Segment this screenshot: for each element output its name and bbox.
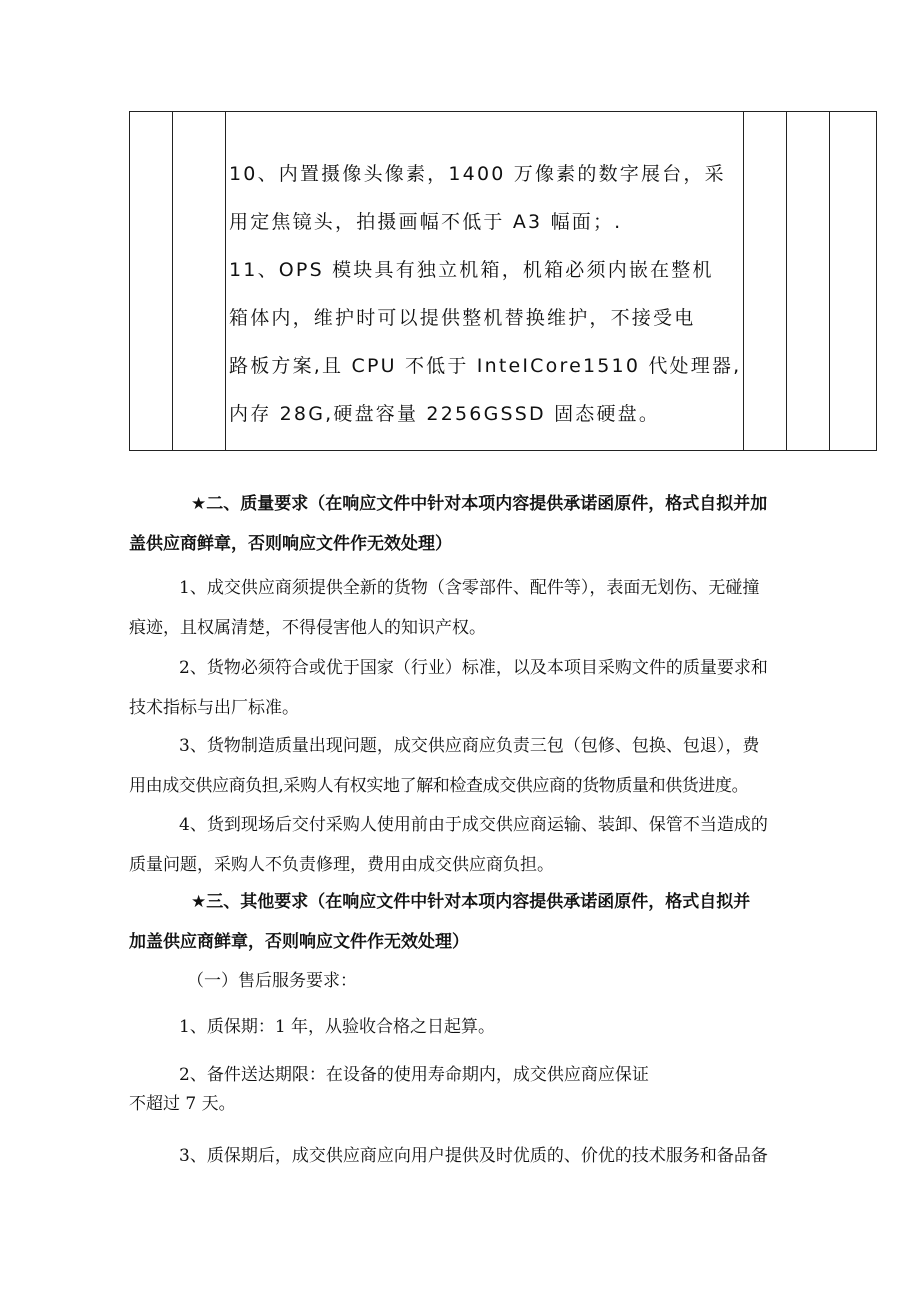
- spec-line: 10、内置摄像头像素，1400 万像素的数字展台，采: [229, 163, 726, 185]
- para-line: 技术指标与出厂标准。: [129, 698, 299, 718]
- heading-line: ★三、其他要求（在响应文件中针对本项内容提供承诺函原件，格式自拟并: [191, 892, 751, 912]
- spec-line: 箱体内，维护时可以提供整机替换维护，不接受电: [229, 307, 696, 329]
- service-item-3: [129, 1136, 870, 1176]
- para-line: 2、备件送达期限：在设备的使用寿命期内，成交供应商应保证: [179, 1065, 649, 1085]
- spec-line: 11、OPS 模块具有独立机箱，机箱必须内嵌在整机: [229, 259, 714, 281]
- table-cell-note: [830, 112, 877, 451]
- after-sales-subheading: [129, 961, 870, 1001]
- para-line: 3、货物制造质量出现问题，成交供应商应负责三包（包修、包换、包退），费: [179, 736, 760, 756]
- para-line: 2、货物必须符合或优于国家（行业）标准，以及本项目采购文件的质量要求和: [179, 658, 768, 678]
- table-cell-qty: [787, 112, 830, 451]
- spec-line: 路板方案,且 CPU 不低于 InteICore1510 代处理器,: [229, 355, 742, 377]
- quality-item-1: [129, 568, 870, 648]
- para-line: 质量问题，采购人不负责修理，费用由成交供应商负担。: [129, 855, 554, 875]
- table-cell-index: [130, 112, 173, 451]
- para-line: 痕迹，且权属清楚，不得侵害他人的知识产权。: [129, 618, 486, 638]
- quality-item-3: [129, 726, 870, 806]
- table-row: [130, 112, 877, 451]
- spec-line: 内存 28G,硬盘容量 2256GSSD 固态硬盘。: [229, 403, 661, 425]
- subheading-line: （一）售后服务要求：: [187, 971, 357, 991]
- service-item-2: [129, 1055, 870, 1124]
- heading-line: 盖供应商鲜章，否则响应文件作无效处理）: [129, 534, 452, 554]
- service-item-1: [129, 1007, 870, 1047]
- quality-item-2: [129, 648, 870, 728]
- heading-line: 加盖供应商鲜章，否则响应文件作无效处理）: [129, 932, 469, 952]
- section3-heading: [129, 882, 870, 962]
- table-cell-name: [173, 112, 226, 451]
- spec-line: 用定焦镜头，拍摄画幅不低于 A3 幅面；.: [229, 211, 623, 233]
- spec-table: [129, 111, 877, 451]
- heading-line: ★二、质量要求（在响应文件中针对本项内容提供承诺函原件，格式自拟并加: [191, 494, 768, 514]
- para-line: 1、成交供应商须提供全新的货物（含零部件、配件等），表面无划伤、无碰撞: [179, 578, 760, 598]
- para-line: 用由成交供应商负担,采购人有权实地了解和检查成交供应商的货物质量和供货进度。: [129, 776, 749, 796]
- para-line: 不超过 7 天。: [129, 1094, 236, 1114]
- table-cell-unit: [744, 112, 787, 451]
- para-line: 1、质保期：1 年，从验收合格之日起算。: [179, 1017, 496, 1037]
- para-line: 4、货到现场后交付采购人使用前由于成交供应商运输、装卸、保管不当造成的: [179, 815, 768, 835]
- spec-text: [226, 112, 743, 438]
- para-line: 3、质保期后，成交供应商应向用户提供及时优质的、价优的技术服务和备品备: [179, 1146, 768, 1166]
- quality-item-4: [129, 805, 870, 885]
- table-cell-spec: [226, 112, 744, 451]
- section2-heading: [129, 484, 870, 564]
